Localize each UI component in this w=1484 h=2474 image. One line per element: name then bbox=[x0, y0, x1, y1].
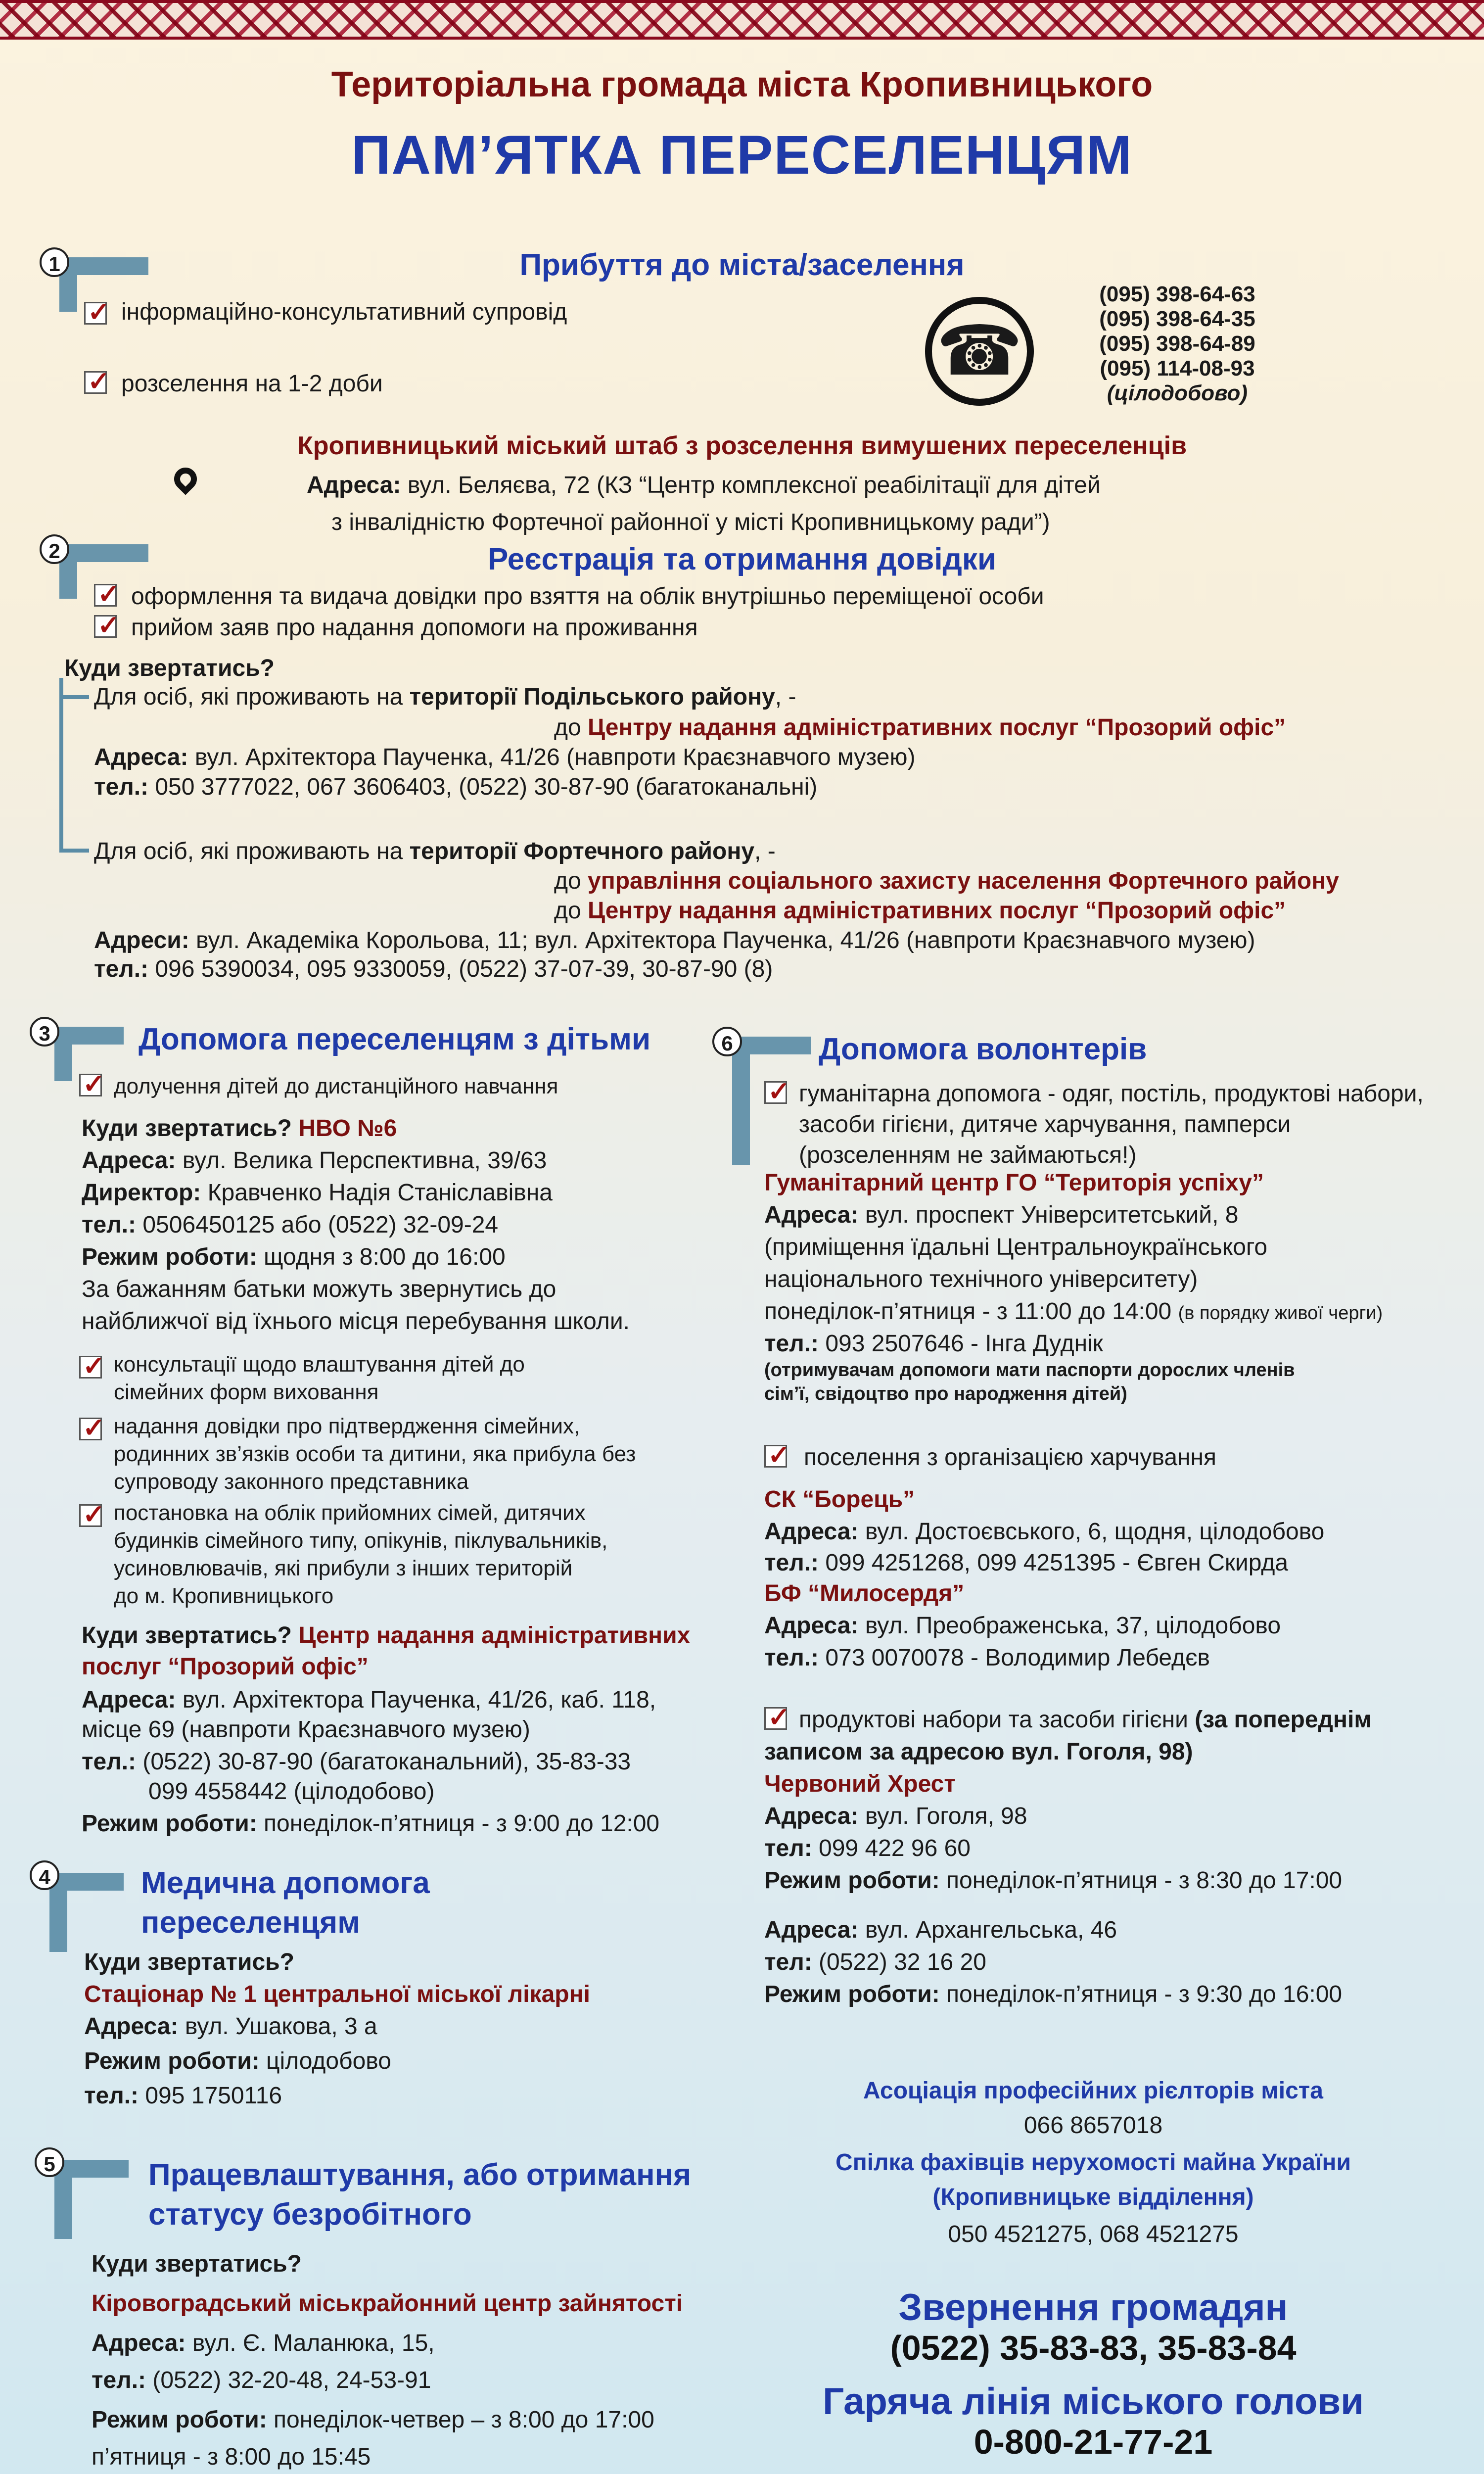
checkbox-icon bbox=[764, 1445, 787, 1468]
section-title: Допомога переселенцям з дітьми bbox=[139, 1022, 651, 1056]
list-item: консультації щодо влаштування дітей до сімейних форм виховання bbox=[114, 1352, 525, 1404]
appeals-phone: (0522) 35-83-83, 35-83-84 bbox=[890, 2329, 1297, 2367]
center-address: Адреса: вул. Архітектора Паученка, 41/26, каб. 118, bbox=[82, 1687, 656, 1713]
district-b-phone: тел.: 096 5390034, 095 9330059, (0522) 37-07-39, 30-87-90 (8) bbox=[94, 956, 773, 982]
org-address: Адреса: вул. Гоголя, 98 bbox=[764, 1803, 1027, 1829]
hq-name: Кропивницький міський штаб з розселення вимушених переселенців bbox=[297, 431, 1187, 460]
phone-number: (095) 398-64-63 bbox=[1099, 282, 1255, 306]
district-a-phone: тел.: 050 3777022, 067 3606403, (0522) 30-87-90 (багатоканальні) bbox=[94, 774, 818, 800]
checkbox-icon bbox=[79, 1418, 102, 1440]
org-name: Червоний Хрест bbox=[764, 1771, 956, 1797]
employment-address: Адреса: вул. Є. Маланюка, 15, bbox=[92, 2330, 435, 2356]
section-title-cont: переселенцям bbox=[141, 1905, 361, 1940]
section-bracket bbox=[54, 2160, 129, 2239]
realty-union-phone: 050 4521275, 068 4521275 bbox=[948, 2221, 1239, 2247]
district-b-center1: до управління соціального захисту населення Фортечного району bbox=[554, 868, 1339, 894]
org-address-cont: (приміщення їдальні Центральноукраїнського bbox=[764, 1234, 1268, 1260]
section-title: Працевлаштування, або отримання bbox=[148, 2158, 692, 2192]
divider bbox=[59, 678, 63, 851]
employment-phone: тел.: (0522) 32-20-48, 24-53-91 bbox=[92, 2367, 431, 2393]
list-item: надання довідки про підтвердження сімейних, родинних зв’язків особи та дитини, яка прибула без супроводу законного представника bbox=[114, 1414, 636, 1494]
hospital-name: Стаціонар № 1 центральної міської лікарні bbox=[84, 1981, 590, 2007]
list-item: долучення дітей до дистанційного навчання bbox=[114, 1074, 558, 1098]
org-name: БФ “Милосердя” bbox=[764, 1580, 965, 1607]
where-label: Куди звертатись? bbox=[64, 655, 275, 681]
location-pin-icon bbox=[169, 463, 201, 495]
org-address: Адреса: вул. Достоєвського, 6, щодня, цілодобово bbox=[764, 1519, 1325, 1545]
district-a: Для осіб, які проживають на території Подільського району, - bbox=[94, 684, 796, 710]
realty-union-branch: (Кропивницьке відділення) bbox=[932, 2184, 1254, 2210]
section-number: 4 bbox=[30, 1860, 59, 1890]
where-label: Куди звертатись? bbox=[84, 1949, 294, 1975]
school-phone: тел.: 0506450125 або (0522) 32-09-24 bbox=[82, 1212, 499, 1238]
divider bbox=[59, 695, 89, 699]
hospital-hours: Режим роботи: цілодобово bbox=[84, 2048, 391, 2074]
employment-hours-cont: п’ятниця - з 8:00 до 15:45 bbox=[92, 2444, 371, 2470]
org-name: Гуманітарний центр ГО “Територія успіху” bbox=[764, 1170, 1264, 1196]
checkbox-icon bbox=[84, 371, 107, 394]
section-number: 6 bbox=[712, 1027, 742, 1056]
center-hours: Режим роботи: понеділок-п’ятниця - з 9:00 до 12:00 bbox=[82, 1810, 660, 1837]
realtors-phone: 066 8657018 bbox=[1023, 2112, 1163, 2139]
district-b-address: Адреси: вул. Академіка Корольова, 11; вул. Архітектора Паученка, 41/26 (навпроти Краєзнавчого музею) bbox=[94, 927, 1255, 953]
hotline-phone: 0-800-21-77-21 bbox=[974, 2423, 1213, 2461]
section-title: Прибуття до міста/заселення bbox=[519, 248, 965, 282]
city-title: Територіальна громада міста Кропивницького bbox=[331, 65, 1153, 104]
section-title-cont: статусу безробітного bbox=[148, 2197, 472, 2232]
section-bracket bbox=[49, 1873, 124, 1952]
hq-address: Адреса: вул. Беляєва, 72 (КЗ “Центр комплексної реабілітації для дітей bbox=[307, 472, 1101, 498]
section-number: 2 bbox=[40, 534, 69, 564]
employment-center: Кіровоградський міськрайонний центр зайнятості bbox=[92, 2290, 683, 2317]
checkbox-icon bbox=[764, 1707, 787, 1730]
district-b: Для осіб, які проживають на території Фортечного району, - bbox=[94, 838, 776, 864]
center-phone: тел.: (0522) 30-87-90 (багатоканальний), 35-83-33 bbox=[82, 1749, 631, 1775]
checkbox-icon bbox=[94, 584, 117, 607]
top-ornament bbox=[0, 0, 1484, 40]
org-name: СК “Борець” bbox=[764, 1486, 915, 1513]
list-item: гуманітарна допомога - одяг, постіль, продуктові набори, засоби гігієни, дитяче харчування, памперси (розселенням не займаються!) bbox=[799, 1081, 1424, 1168]
page-title: ПАМ’ЯТКА ПЕРЕСЕЛЕНЦЯМ bbox=[351, 125, 1133, 186]
section-title: Медична допомога bbox=[141, 1866, 430, 1900]
hq-address-cont: з інвалідністю Фортечної районної у місті Кропивницькому ради”) bbox=[331, 509, 1050, 535]
phone-list bbox=[1054, 282, 1301, 406]
note: За бажанням батьки можуть звернутись до bbox=[82, 1276, 556, 1302]
appeals-title: Звернення громадян bbox=[898, 2286, 1288, 2329]
realtors-assoc: Асоціація професійних рієлторів міста bbox=[863, 2078, 1323, 2104]
note: найближчої від їхнього місця перебування школи. bbox=[82, 1308, 630, 1334]
checkbox-icon bbox=[84, 302, 107, 325]
section-title: Реєстрація та отримання довідки bbox=[487, 542, 997, 576]
district-b-center2: до Центру надання адміністративних послуг “Прозорий офіс” bbox=[554, 898, 1286, 924]
org-phone: тел: 099 422 96 60 bbox=[764, 1835, 971, 1861]
list-item: інформаційно-консультативний супровід bbox=[121, 299, 567, 325]
checkbox-icon bbox=[79, 1504, 102, 1527]
list-item: прийом заяв про надання допомоги на проживання bbox=[131, 615, 698, 641]
district-a-address: Адреса: вул. Архітектора Паученка, 41/26 (навпроти Краєзнавчого музею) bbox=[94, 744, 916, 770]
list-item: продуктові набори та засоби гігієни (за попереднім bbox=[799, 1707, 1372, 1733]
phone-note: (цілодобово) bbox=[1107, 381, 1248, 405]
realty-union: Спілка фахівців нерухомості майна України bbox=[835, 2149, 1351, 2176]
org-note: (отримувачам допомоги мати паспорти дорослих членів bbox=[764, 1360, 1295, 1380]
org-address: Адреса: вул. Преображенська, 37, цілодобово bbox=[764, 1613, 1281, 1639]
center-name: послуг “Прозорий офіс” bbox=[82, 1654, 369, 1680]
section-number: 3 bbox=[30, 1017, 59, 1047]
org-address-cont: національного технічного університету) bbox=[764, 1266, 1198, 1292]
phone-number: (095) 398-64-35 bbox=[1099, 307, 1255, 331]
center-where: Куди звертатись? Центр надання адміністративних bbox=[82, 1622, 691, 1649]
org-phone: тел: (0522) 32 16 20 bbox=[764, 1949, 986, 1975]
org-phone: тел.: 093 2507646 - Інга Дуднік bbox=[764, 1331, 1103, 1357]
school-address: Адреса: вул. Велика Перспективна, 39/63 bbox=[82, 1147, 547, 1174]
org-phone: тел.: 099 4251268, 099 4251395 - Євген Скирда bbox=[764, 1550, 1289, 1576]
list-item: поселення з організацією харчування bbox=[804, 1444, 1217, 1471]
checkbox-icon bbox=[764, 1081, 787, 1104]
school-hours: Режим роботи: щодня з 8:00 до 16:00 bbox=[82, 1244, 506, 1270]
checkbox-icon bbox=[79, 1074, 102, 1096]
org-phone: тел.: 073 0070078 - Володимир Лебедєв bbox=[764, 1645, 1210, 1671]
org-hours: Режим роботи: понеділок-п’ятниця - з 9:30 до 16:00 bbox=[764, 1981, 1343, 2007]
org-hours: понеділок-п’ятниця - з 11:00 до 14:00 (в порядку живої черги) bbox=[764, 1298, 1383, 1325]
phone-number: (095) 398-64-89 bbox=[1099, 332, 1255, 356]
list-item-cont: записом за адресою вул. Гоголя, 98) bbox=[764, 1739, 1193, 1765]
employment-hours: Режим роботи: понеділок-четвер – з 8:00 до 17:00 bbox=[92, 2407, 654, 2433]
list-item: постановка на облік прийомних сімей, дитячих будинків сімейного типу, опікунів, піклувальників, усиновлювачів, які прибули з інших територій до м. Кропивницького bbox=[114, 1501, 608, 1608]
list-item: розселення на 1-2 доби bbox=[121, 371, 383, 397]
center-phone-cont: 099 4558442 (цілодобово) bbox=[148, 1778, 435, 1805]
hotline-title: Гаряча лінія міського голови bbox=[823, 2380, 1364, 2423]
org-hours: Режим роботи: понеділок-п’ятниця - з 8:30 до 17:00 bbox=[764, 1867, 1343, 1894]
school-where: Куди звертатись? НВО №6 bbox=[82, 1115, 397, 1142]
district-a-center: до Центру надання адміністративних послуг “Прозорий офіс” bbox=[554, 714, 1286, 741]
list-item: оформлення та видача довідки про взяття на облік внутрішньо переміщеної особи bbox=[131, 583, 1044, 610]
org-address: Адреса: вул. проспект Університетський, 8 bbox=[764, 1202, 1239, 1228]
section-number: 5 bbox=[35, 2147, 64, 2177]
phone-number: (095) 114-08-93 bbox=[1100, 356, 1255, 381]
org-note: сім’ї, свідоцтво про народження дітей) bbox=[764, 1383, 1127, 1404]
phone-icon: ☎ bbox=[925, 297, 1034, 406]
hospital-phone: тел.: 095 1750116 bbox=[84, 2083, 282, 2109]
checkbox-icon bbox=[79, 1356, 102, 1379]
checkbox-icon bbox=[94, 615, 117, 638]
divider bbox=[59, 849, 89, 853]
where-label: Куди звертатись? bbox=[92, 2251, 302, 2277]
section-number: 1 bbox=[40, 247, 69, 277]
school-director: Директор: Кравченко Надія Станіславівна bbox=[82, 1180, 553, 1206]
hospital-address: Адреса: вул. Ушакова, 3 а bbox=[84, 2013, 377, 2040]
section-title: Допомога волонтерів bbox=[819, 1032, 1147, 1066]
org-address: Адреса: вул. Архангельська, 46 bbox=[764, 1917, 1117, 1943]
center-address-cont: місце 69 (навпроти Краєзнавчого музею) bbox=[82, 1716, 530, 1743]
